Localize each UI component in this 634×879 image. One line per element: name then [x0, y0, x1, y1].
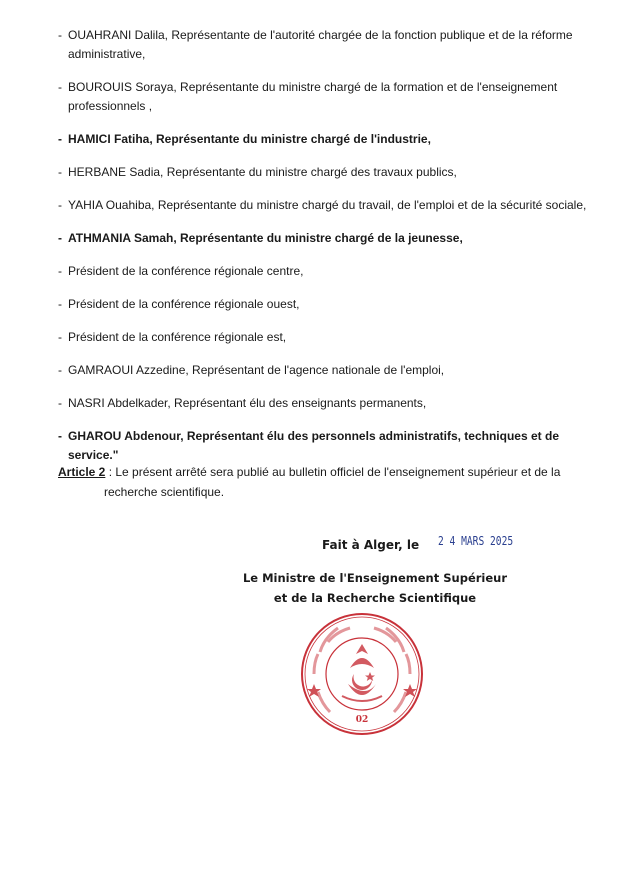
member-item	[58, 295, 588, 314]
list-dash: -	[58, 429, 62, 443]
member-item	[58, 130, 588, 149]
member-item	[58, 394, 588, 413]
list-dash: -	[58, 80, 62, 94]
member-item	[58, 78, 588, 116]
article-text-line1: Le présent arrêté sera publié au bulletin officiel de l'enseignement supérieur et de la	[115, 465, 561, 479]
member-text: GHAROU Abdenour, Représentant élu des personnels administratifs, techniques et de service."	[68, 429, 559, 462]
list-dash: -	[58, 132, 62, 146]
member-item	[58, 163, 588, 182]
member-item	[58, 229, 588, 248]
member-text: HERBANE Sadia, Représentante du ministre chargé des travaux publics,	[68, 165, 457, 179]
member-text: NASRI Abdelkader, Représentant élu des enseignants permanents,	[68, 396, 427, 410]
members-list	[58, 26, 588, 479]
list-dash: -	[58, 264, 62, 278]
date-stamp: 2 4 MARS 2025	[438, 534, 514, 548]
member-text: Président de la conférence régionale centre,	[68, 264, 304, 278]
seal-number: 02	[355, 715, 369, 725]
list-dash: -	[58, 231, 62, 245]
member-item	[58, 361, 588, 380]
member-text: ATHMANIA Samah, Représentante du ministre chargé de la jeunesse,	[68, 231, 463, 245]
member-item	[58, 427, 588, 465]
list-dash: -	[58, 396, 62, 410]
member-text: HAMICI Fatiha, Représentante du ministre chargé de l'industrie,	[68, 132, 431, 146]
member-text: Président de la conférence régionale est,	[68, 330, 287, 344]
member-item	[58, 196, 588, 215]
list-dash: -	[58, 28, 62, 42]
member-text: YAHIA Ouahiba, Représentante du ministre chargé du travail, de l'emploi et de la sécurité sociale,	[68, 198, 587, 212]
member-text: Président de la conférence régionale ouest,	[68, 297, 300, 311]
minister-title-line1: Le Ministre de l'Enseignement Supérieur	[242, 571, 508, 585]
article-2	[58, 462, 598, 502]
list-dash: -	[58, 165, 62, 179]
list-dash: -	[58, 330, 62, 344]
article-text-line2: recherche scientifique.	[104, 485, 225, 499]
place-of-signing: Fait à Alger, le	[322, 538, 420, 552]
member-item	[58, 328, 588, 347]
member-item	[58, 26, 588, 64]
list-dash: -	[58, 198, 62, 212]
member-text: OUAHRANI Dalila, Représentante de l'autorité chargée de la fonction publique et de la réforme administrative,	[68, 28, 573, 61]
list-dash: -	[58, 363, 62, 377]
minister-title-line2: et de la Recherche Scientifique	[273, 591, 477, 605]
article-label: Article 2	[58, 465, 106, 479]
minister-title	[240, 568, 510, 608]
member-text: GAMRAOUI Azzedine, Représentant de l'agence nationale de l'emploi,	[68, 363, 445, 377]
official-seal-icon	[300, 612, 424, 736]
article-colon: :	[105, 465, 116, 479]
list-dash: -	[58, 297, 62, 311]
member-text: BOUROUIS Soraya, Représentante du ministre chargé de la formation et de l'enseignement professionnels ,	[68, 80, 558, 113]
member-item	[58, 262, 588, 281]
